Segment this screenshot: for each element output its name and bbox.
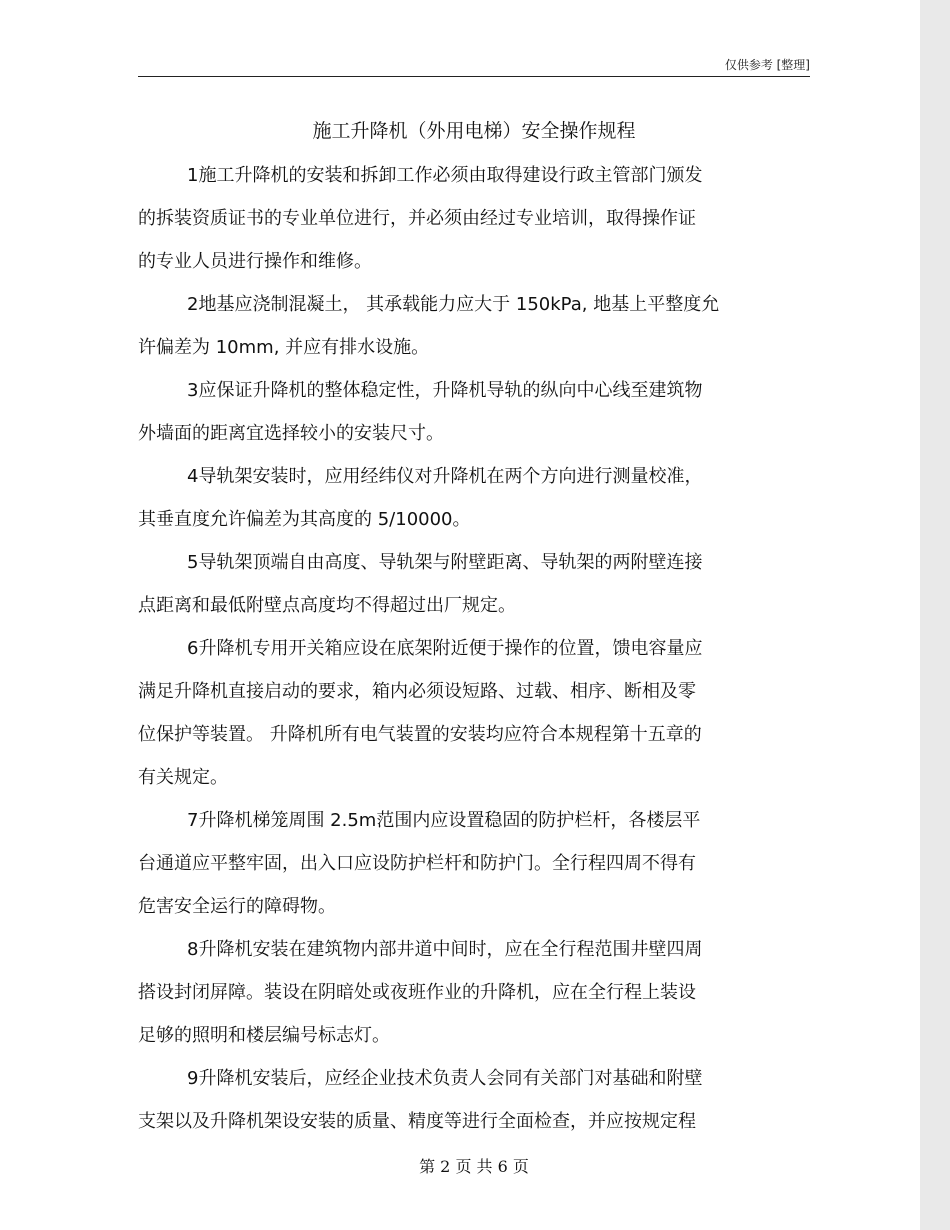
paragraph-line: 的专业人员进行操作和维修。 xyxy=(138,251,372,272)
paragraph-3 xyxy=(138,369,788,455)
paragraph-line: 支架以及升降机架设安装的质量、精度等进行全面检查，并应按规定程 xyxy=(138,1111,696,1132)
paragraph-line: 7升降机梯笼周围 2.5m范围内应设置稳固的防护栏杆，各楼层平 xyxy=(187,810,701,831)
document-title: 施工升降机（外用电梯）安全操作规程 xyxy=(312,120,636,142)
paragraph-line: 其垂直度允许偏差为其高度的 5/10000。 xyxy=(138,509,471,530)
paragraph-8 xyxy=(138,928,788,1057)
paragraph-4 xyxy=(138,455,788,541)
paragraph-line: 9升降机安装后，应经企业技术负责人会同有关部门对基础和附壁 xyxy=(187,1068,703,1089)
paragraph-1 xyxy=(138,154,788,283)
paragraph-6 xyxy=(138,627,788,799)
paragraph-5 xyxy=(138,541,788,627)
paragraph-line: 台通道应平整牢固，出入口应设防护栏杆和防护门。全行程四周不得有 xyxy=(138,853,696,874)
paragraph-line: 搭设封闭屏障。装设在阴暗处或夜班作业的升降机，应在全行程上装设 xyxy=(138,982,696,1003)
paragraph-9 xyxy=(138,1057,788,1143)
header-rule xyxy=(138,76,810,77)
paragraph-2 xyxy=(138,283,788,369)
paragraph-line: 2地基应浇制混凝土， 其承载能力应大于 150kPa, 地基上平整度允 xyxy=(187,294,720,315)
header-note: 仅供参考 [整理] xyxy=(724,58,810,72)
paragraph-line: 6升降机专用开关箱应设在底架附近便于操作的位置，馈电容量应 xyxy=(187,638,703,659)
paragraph-7 xyxy=(138,799,788,928)
page-number-footer: 第 2 页 共 6 页 xyxy=(419,1157,529,1176)
paragraph-line: 危害安全运行的障碍物。 xyxy=(138,896,336,917)
paragraph-line: 1施工升降机的安装和拆卸工作必须由取得建设行政主管部门颁发 xyxy=(187,165,703,186)
paragraph-line: 4导轨架安装时，应用经纬仪对升降机在两个方向进行测量校准， xyxy=(187,466,703,487)
paragraph-line: 许偏差为 10mm, 并应有排水设施。 xyxy=(138,337,430,358)
paragraph-line: 足够的照明和楼层编号标志灯。 xyxy=(138,1025,390,1046)
paragraph-line: 外墙面的距离宜选择较小的安装尺寸。 xyxy=(138,423,444,444)
paragraph-line: 5导轨架顶端自由高度、导轨架与附壁距离、导轨架的两附壁连接 xyxy=(187,552,703,573)
paragraph-line: 8升降机安装在建筑物内部井道中间时，应在全行程范围井壁四周 xyxy=(187,939,703,960)
paragraph-line: 有关规定。 xyxy=(138,767,228,788)
paragraph-line: 位保护等装置。 升降机所有电气装置的安装均应符合本规程第十五章的 xyxy=(138,724,702,745)
paragraph-line: 点距离和最低附壁点高度均不得超过出厂规定。 xyxy=(138,595,516,616)
paragraph-line: 满足升降机直接启动的要求，箱内必须设短路、过载、相序、断相及零 xyxy=(138,681,696,702)
paragraph-line: 3应保证升降机的整体稳定性，升降机导轨的纵向中心线至建筑物 xyxy=(187,380,703,401)
paragraph-line: 的拆装资质证书的专业单位进行，并必须由经过专业培训，取得操作证 xyxy=(138,208,696,229)
document-body xyxy=(138,154,788,1143)
